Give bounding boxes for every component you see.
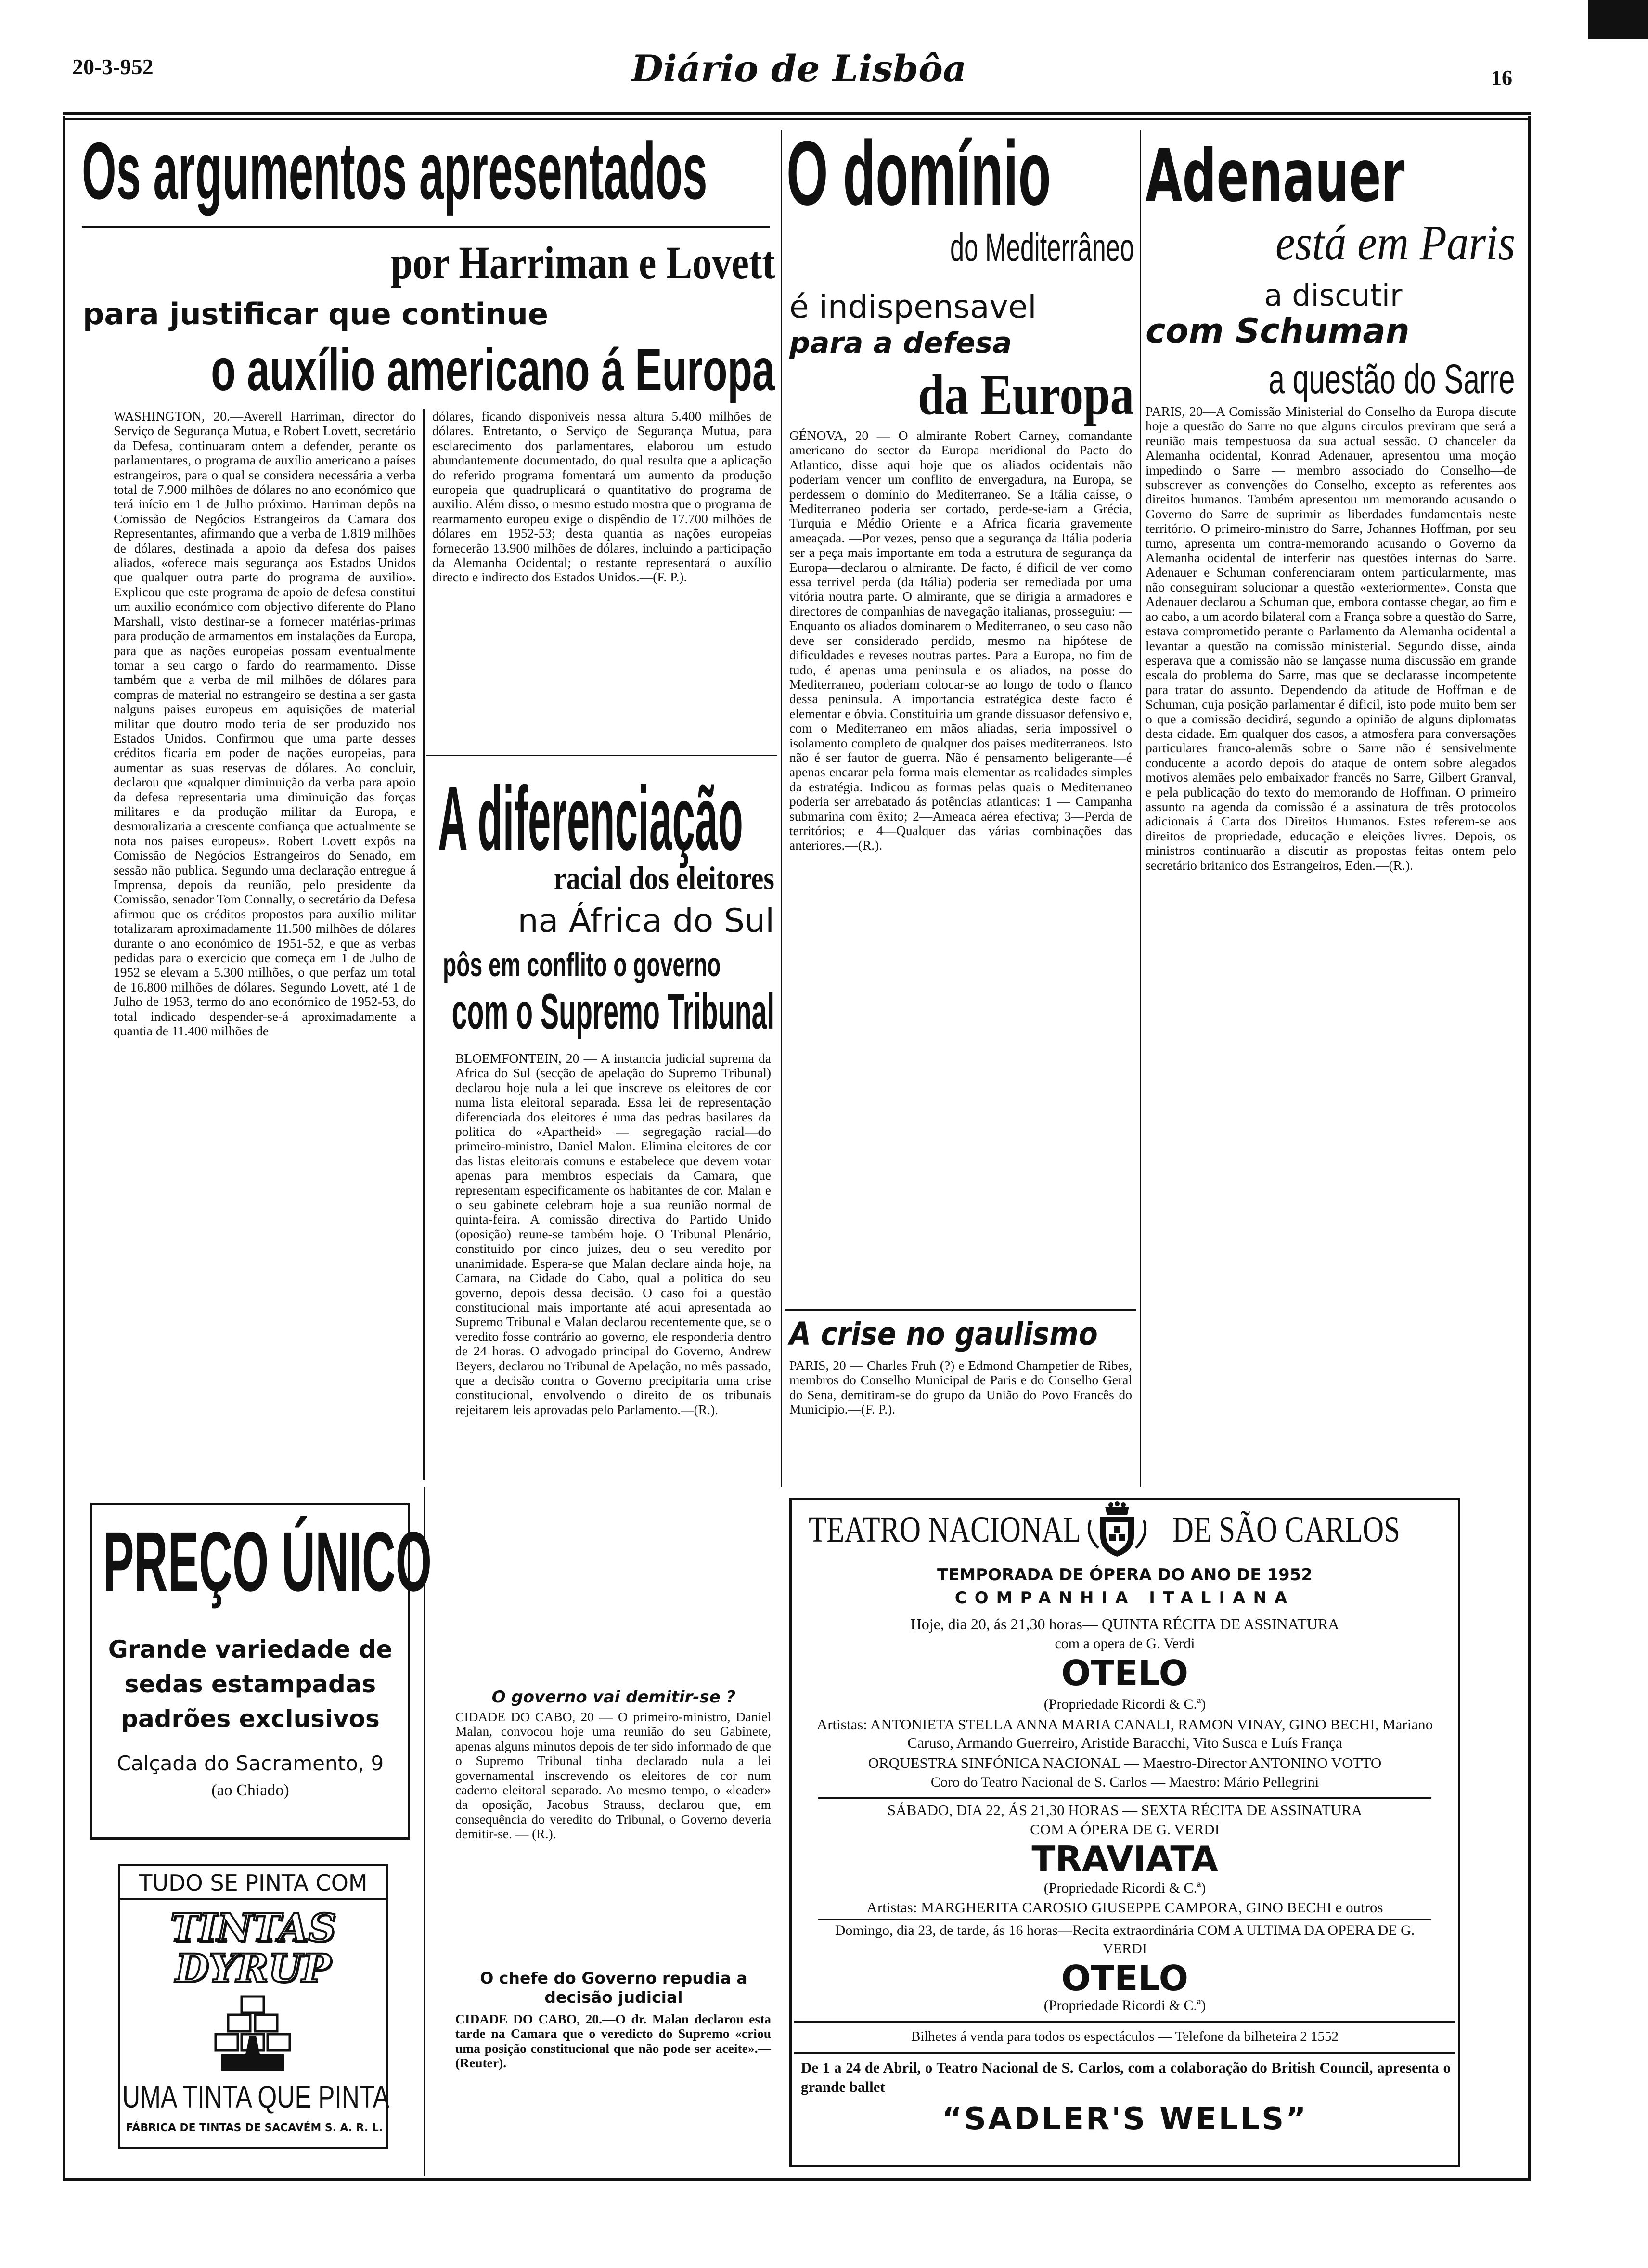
ad-teatro-opera: OTELO xyxy=(1061,1958,1189,1998)
headline-mediterraneo: O domínio xyxy=(786,122,1051,224)
ad-teatro-april: De 1 a 24 de Abril, o Teatro Nacional de S. Carlos, com a colaboração do British Council, apresenta o grande ballet xyxy=(801,2059,1451,2095)
masthead: Diário de Lisbôa xyxy=(631,47,967,90)
frame-right xyxy=(1528,116,1531,2180)
ad-preco-address: Calçada do Sacramento, 9 xyxy=(116,1752,384,1775)
ad-preco-title: PREÇO ÚNICO xyxy=(103,1515,432,1609)
ad-tintas-maker: FÁBRICA DE TINTAS DE SACAVÉM S. A. R. L. xyxy=(126,2122,383,2134)
ad-teatro-prop: (Propriedade Ricordi & C.ª) xyxy=(1043,1880,1206,1896)
subhead-africa-1: racial dos eleitores xyxy=(554,860,774,896)
ad-teatro-choir: Coro do Teatro Nacional de S. Carlos — Maestro: Mário Pellegrini xyxy=(930,1774,1319,1790)
ad-tintas-brand: TINTAS xyxy=(170,1905,336,1950)
ad-teatro-title-right: DE SÃO CARLOS xyxy=(1172,1509,1400,1550)
page-date: 20-3-952 xyxy=(72,54,154,79)
article-body: PARIS, 20 — Charles Fruh (?) e Edmond Champetier de Ribes, membros do Conselho Municipal de Paris e do Conselho Geral do Sena, demitiram-se do grupo da União do Povo Francês do Municipio.—(F. P.). xyxy=(789,1358,1132,1417)
ad-tintas-rule xyxy=(120,1898,386,1900)
headline-africa: A diferenciação xyxy=(438,768,743,869)
ad-teatro-saturday: SÁBADO, DIA 22, ÁS 21,30 HORAS — SEXTA RÉCITA DE ASSINATURA xyxy=(887,1802,1363,1818)
subhead-africa-chefe: O chefe do Governo repudia a decisão judicial xyxy=(480,1969,747,2007)
ad-teatro-orchestra: ORQUESTRA SINFÓNICA NACIONAL — Maestro-Director ANTONINO VOTTO xyxy=(868,1754,1382,1771)
headline-harriman: Os argumentos apresentados xyxy=(82,126,708,216)
ad-tintas-brand: DYRUP xyxy=(175,1946,331,1991)
subhead-harriman-1: por Harriman e Lovett xyxy=(390,237,775,288)
ad-teatro-tickets: Bilhetes á venda para todos os espectáculos — Telefone da bilheteira 2 1552 xyxy=(911,2029,1339,2044)
article-body: GÉNOVA, 20 — O almirante Robert Carney, comandante americano do sector da Europa meridional do Pacto do Atlantico, disse aqui hoje que os aliados ocidentais não poderiam vencer um conflito de envergadura, na Europa, se perdessem o domínio do Mediterraneo. Se a Itália caísse, o Mediterraneo poderia ser cortado, perde-se-iam a Grécia, Turquia e Médio Oriente e a Africa ficaria gravemente ameaçada. —Por vezes, penso que a segurança da Itália poderia ser a peça mais importante em toda a estrutura de segurança da Europa—declarou o almirante. De facto, é dificil de ver como essa terrivel perda (da Itália) poderia ser remediada por uma vitória noutra parte. O almirante, que se dirigia a armadores e directores de companhias de navegação italianas, prosseguiu: —Enquanto os aliados dominarem o Mediterraneo, o seu caso não deve ser considerado perdido, mesmo na hipótese de dificuldades e reveses noutras partes. Para a Europa, no fim de tudo, é apenas uma peninsula e os aliados, na posse do Mediterraneo, poderiam colocar-se ao longo de todo o flanco dessa peninsula. A importancia estratégica deste facto é elementar e óbvia. Constituiria um grande dissuasor defensivo e, com o Mediterraneo em mãos aliadas, seria impossivel o isolamento completo de qualquer dos paises mediterraneos. Isto não é ser fautor de guerra. Não é pensamento beligerante—é apenas encarar pela forma mais elementar as realidades simples da estratégia. Indicou as formas pelas quais o Mediterraneo poderia ser arrebatado ás potências atlanticas: 1 — Campanha submarina com êxito; 2—Ameaca aérea efectiva; 3—Perda de territórios; e 4—Qualquer das várias combinações das anteriores.—(R.). xyxy=(789,428,1132,853)
paint-cans-icon xyxy=(212,1993,294,2075)
section-rule xyxy=(426,755,777,756)
headline-gaulismo: A crise no gaulismo xyxy=(789,1315,1098,1353)
ad-teatro-sunday: Domingo, dia 23, de tarde, ás 16 horas—Recita extraordinária COM A ULTIMA DA OPERA DE G. VERDI xyxy=(835,1922,1415,1957)
frame-left xyxy=(63,116,65,2180)
subhead-africa-4: com o Supremo Tribunal xyxy=(451,984,774,1040)
headline-rule xyxy=(82,226,770,228)
ad-tintas-top: TUDO SE PINTA COM xyxy=(139,1870,368,1896)
article-body: PARIS, 20—A Comissão Ministerial do Conselho da Europa discute hoje a questão do Sarre no que alguns circulos previram que será a reunião mais tempestuosa da sua actual sessão. O chanceler da Alemanha ocidental, Konrad Adenauer, apresentou uma moção impedindo o Sarre — membro associado do Conselho—de subscrever as convenções do Conselho, excepto as referentes aos direitos humanos. Também apresentou um memorando acusando o Governo do Sarre de suprimir as liberdades fundamentais neste território. O primeiro-ministro do Sarre, Johannes Hoffman, por seu turno, apresenta um contra-memorando acusando o Governo da Alemanha ocidental de interferir nas questões internas do Sarre. Adenauer e Schuman conferenciaram ontem particularmente, mas não conseguiram solucionar a questão «exteriormente». Consta que Adenauer declarou a Schuman que, embora contasse chegar, ao fim e ao cabo, a um acordo bilateral com a França sobre a questão do Sarre, estava comprometido perante o Parlamento da Alemanha ocidental a levantar a questão na comissão ministerial. Segundo disse, ainda esperava que a comissão não se lançasse numa discussão em grande escala do problema do Sarre, mas que se declarasse incompetente para tratar do assunto. Dependendo da atitude de Hoffman e de Schuman, cuja posição parlamentar é dificil, isto pode muito bem ser o que a comissão decidirá, segundo a opinião de alguns diplomatas desta cidade. Em qualquer dos casos, a atmosfera para conversações particulares franco-alemãs sobre o Sarre não é sensivelmente conducente a acordo depois do ataque de ontem sobre alegados motivos alemães pelo embaixador francês no Sarre, Gilbert Granval, e pela publicação do texto do memorando de Hoffman. O primeiro assunto na agenda da comissão é a assinatura de três protocolos adicionais á Carta dos Direitos Humanos. Estes referem-se aos direitos de propriedade, educação e eleições livres. Depois, os ministros continuarão a discutir as propostas feitas ontem pelo secretário britanico dos Estrangeiros, Eden.—(R.). xyxy=(1146,404,1516,873)
ad-teatro-opera: TRAVIATA xyxy=(1031,1839,1218,1879)
ad-teatro-artists: Artistas: MARGHERITA CAROSIO GIUSEPPE CAMPORA, GINO BECHI e outros xyxy=(866,1899,1383,1916)
ad-preco-line: sedas estampadas xyxy=(124,1670,376,1698)
article-body: dólares, ficando disponiveis nessa altura 5.400 milhões de dólares. Entretanto, o Serviço de Segurança Mutua, para esclarecimento dos parlamentares, elaborou um estudo abundantemente documentado, do qual resulta que a aplicação do referido programa fomentará um aumento da produção europeia que quadruplicará o quantitativo do programa de auxilio. Além disso, o mesmo estudo mostra que o programa de rearmamento europeu exige o dispêndio de 17.700 milhões de dólares em 1952-53; desta quantia as nações europeias fornecerão 13.900 milhões de dólares, incluindo a participação da Alemanha Ocidental; o restante representará o auxílio directo e indirecto dos Estados Unidos.—(F. P.). xyxy=(432,409,772,585)
subhead-adenauer-3: com Schuman xyxy=(1146,311,1410,351)
subhead-mediterraneo-2: é indispensavel xyxy=(789,288,1037,325)
subhead-mediterraneo-4: da Europa xyxy=(917,362,1134,426)
subhead-mediterraneo-1: do Mediterrâneo xyxy=(950,226,1134,270)
header-rule xyxy=(63,112,1531,115)
page-number: 16 xyxy=(1491,66,1512,90)
header-rule-thin xyxy=(63,118,1531,120)
frame-bottom xyxy=(63,2178,1531,2181)
subhead-adenauer-1: está em Paris xyxy=(1275,215,1515,271)
subhead-harriman-3: o auxílio americano á Europa xyxy=(211,337,775,403)
subhead-africa-governo: O governo vai demitir-se ? xyxy=(491,1688,736,1707)
ad-preco-area: (ao Chiado) xyxy=(211,1781,289,1799)
ad-preco-line: Grande variedade de xyxy=(108,1636,393,1663)
corner-mark xyxy=(1588,0,1648,39)
subhead-harriman-2: para justificar que continue xyxy=(83,296,548,332)
section-rule xyxy=(785,1309,1136,1311)
ad-teatro-season: TEMPORADA DE ÓPERA DO ANO DE 1952 xyxy=(937,1565,1313,1585)
ad-teatro-title-left: TEATRO NACIONAL xyxy=(809,1509,1081,1550)
ad-teatro-prop: (Propriedade Ricordi & C.ª) xyxy=(1043,1696,1206,1712)
subhead-adenauer-2: a discutir xyxy=(1264,278,1403,313)
ad-teatro-today: Hoje, dia 20, ás 21,30 horas— QUINTA RÉCITA DE ASSINATURA xyxy=(910,1615,1339,1633)
crest-icon xyxy=(1081,1501,1153,1559)
ad-teatro-with: com a opera de G. Verdi xyxy=(1055,1636,1195,1651)
ad-teatro-prop: (Propriedade Ricordi & C.ª) xyxy=(1043,1997,1206,2013)
ad-preco-line: padrões exclusivos xyxy=(121,1705,380,1733)
subhead-africa-3: pôs em conflito o governo xyxy=(443,946,721,983)
article-body: BLOEMFONTEIN, 20 — A instancia judicial suprema da Africa do Sul (secção de apelação do Supremo Tribunal) declarou hoje nula a lei que inscreve os eleitores de cor numa lista eleitoral separada. Essa lei de representação diferenciada dos eleitores é uma das pedras basilares da politica do «Apartheid» — segregação racial—do primeiro-ministro, Daniel Malon. Elimina eleitores de cor das listas eleitorais comuns e estabelece que devem votar apenas para membros especiais da Camara, que representam especificamente os habitantes de cor. Malan e o seu gabinete celebram hoje a sua reunião normal de quinta-feira. A comissão directiva do Partido Unido (oposição) reune-se também hoje. O Tribunal Plenário, constituido por cinco juizes, deu o seu veredito por unanimidade. Espera-se que Malan declare ainda hoje, na Camara, na Cidade do Cabo, qual a politica do seu governo, depois dessa decisão. O caso foi a questão constitucional mais importante até aqui apresentada ao Supremo Tribunal e Malan declarou recentemente que, se o veredito fosse contrário ao governo, ele responderia dentro de 24 horas. O advogado principal do Governo, Andrew Beyers, declarou no Tribunal de Apelação, no mês passado, que a decisão contra o Governo precipitaria uma crise constitucional, envolvendo o direito de os tribunais rejeitarem leis aprovadas pelo Parlamento.—(R.). xyxy=(455,1051,771,1417)
ad-tintas-slogan: UMA TINTA QUE PINTA xyxy=(122,2079,389,2114)
headline-adenauer: Adenauer xyxy=(1146,134,1405,218)
ad-teatro-company: COMPANHIA ITALIANA xyxy=(954,1588,1295,1608)
article-body: CIDADE DO CABO, 20 — O primeiro-ministro, Daniel Malan, convocou hoje uma reunião do seu Gabinete, apenas alguns minutos depois de ter sido informado de que o Supremo Tribunal tinha declarado nula a lei governamental inscrevendo os eleitores de cor num caderno eleitoral separado. Ao mesmo tempo, o «leader» da oposição, Jacobus Strauss, declarou que, em consequência do veredito do Tribunal, o Governo deveria demitir-se. — (R.). xyxy=(455,1710,771,1842)
column-rule xyxy=(423,409,425,1480)
ad-teatro-rule xyxy=(818,1797,1431,1799)
column-rule xyxy=(1140,130,1141,1487)
subhead-africa-2: na África do Sul xyxy=(517,902,774,940)
ad-teatro-ballet: “SADLER'S WELLS” xyxy=(941,2101,1308,2137)
ad-teatro-opera: OTELO xyxy=(1061,1653,1189,1693)
column-rule xyxy=(781,130,782,1487)
ad-teatro-artists: Artistas: ANTONIETA STELLA ANNA MARIA CANALI, RAMON VINAY, GINO BECHI, Mariano Caruso, Armando Guerreiro, Aristide Baracchi, Vito Susca e Luís França xyxy=(816,1716,1433,1751)
subhead-adenauer-4: a questão do Sarre xyxy=(1268,356,1515,402)
ad-teatro-rule xyxy=(794,2021,1455,2023)
article-body: CIDADE DO CABO, 20.—O dr. Malan declarou esta tarde na Camara que o veredicto do Supremo «criou uma posição constitucional que não pode ser aceite».—(Reuter). xyxy=(455,2012,771,2071)
subhead-mediterraneo-3: para a defesa xyxy=(789,326,1012,360)
ad-teatro-rule xyxy=(794,2052,1455,2054)
ad-teatro-saturday-opera: COM A ÓPERA DE G. VERDI xyxy=(1030,1821,1220,1838)
article-body: WASHINGTON, 20.—Averell Harriman, director do Serviço de Segurança Mutua, e Robert Lovett, secretário da Defesa, continuaram ontem a defender, perante os parlamentares, o programa de auxílio americano a países estrangeiros, para o qual se considera necessária a verba total de 7.900 milhões de dólares no ano económico que terá início em 1 de Julho próximo. Harriman depôs na Comissão de Negócios Estrangeiros da Camara dos Representantes, afirmando que a verba de 1.819 milhões de dólares, destinada a apoio da defesa dos paises aliados, «oferece mais segurança aos Estados Unidos que qualquer outra parte do programa de auxilio». Explicou que este programa de apoio de defesa constitui um auxilio económico com objectivo diferente do Plano Marshall, visto destinar-se a fornecer matérias-primas para produção de armamentos em instalações da Europa, para que as nações europeias possam eventualmente tomar a seu cargo o fardo do rearmamento. Disse também que a verba de mil milhões de dólares para compras de material no estrangeiro se destina a ser gasta nalguns paises europeus em aquisições de material militar que doutro modo teria de ser produzido nos Estados Unidos. Confirmou que uma parte desses créditos ficaria em poder de nações europeias, para aumentar as suas reservas de dólares. Ao concluir, declarou que «qualquer diminuição da verba para apoio da defesa representaria uma diminuição das forças militares e da produção militar da Europa, e desmoralizaria a crescente confiança que actualmente se nota nos paises europeus». Robert Lovett expôs na Comissão de Negócios Estrangeiros do Senado, em sessão não publica. Segundo uma declaração entregue á Imprensa, depois da reunião, pelo presidente da Comissão, senador Tom Connally, o secretário da Defesa afirmou que os créditos propostos para auxílio militar totalizaram aproximadamente 11.500 milhões de dólares durante o ano económico de 1951-52, e que as verbas pedidas para o exercicio que começa em 1 de Julho de 1952 se elevam a 5.300 milhões, o que perfaz um total de 16.800 milhões de dólares. Segundo Lovett, até 1 de Julho de 1953, termo do ano económico de 1952-53, do total indicado despender-se-á aproximadamente a quantia de 11.400 milhões de xyxy=(114,409,416,1039)
ad-teatro-rule xyxy=(818,1919,1431,1920)
